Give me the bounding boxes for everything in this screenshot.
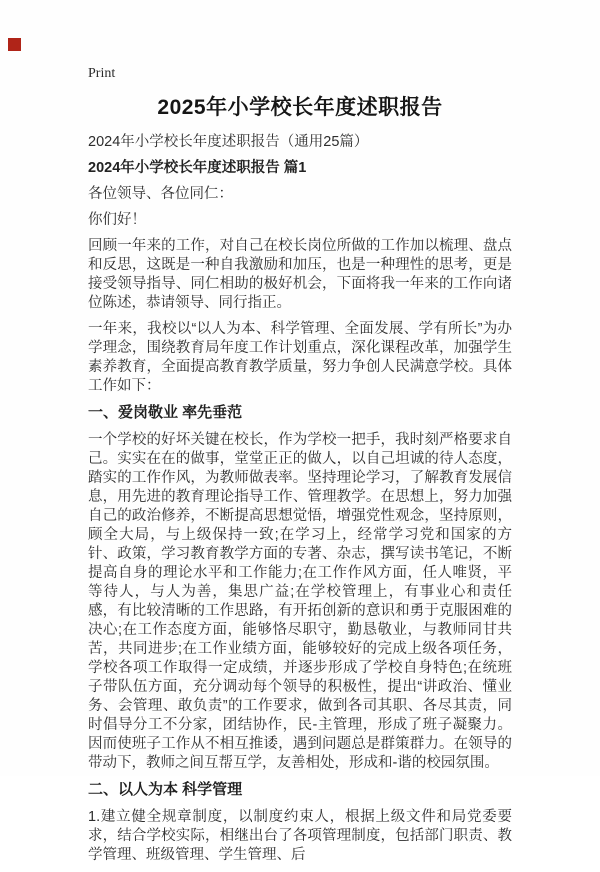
- section-1-heading: 一、爱岗敬业 率先垂范: [88, 404, 243, 421]
- document-content: [88, 94, 512, 872]
- overview-paragraph: 一年来，我校以“以人为本、科学管理、全面发展、学有所长”为办学理念，围绕教育局年度工作计划重点，深化课程改革，加强学生素养教育，全面提高教育教学质量，努力争创人民满意学校。具体工作如下：: [88, 321, 512, 394]
- salutation-line: 你们好！: [88, 212, 146, 228]
- section-2-body: 1.建立健全规章制度，以制度约束人，根据上级文件和局党委要求，结合学校实际，相继出台了各项管理制度，包括部门职责、教学管理、班级管理、学生管理、后: [88, 809, 512, 863]
- greeting-line: 各位领导、各位同仁：: [88, 186, 233, 202]
- part-heading: 2024年小学校长年度述职报告 篇1: [88, 160, 307, 176]
- page-title: 2025年小学校长年度述职报告: [157, 96, 443, 119]
- bookmark-icon: [8, 38, 21, 51]
- print-link[interactable]: Print: [88, 66, 116, 81]
- section-2-heading: 二、以人为本 科学管理: [88, 781, 243, 798]
- intro-paragraph: 回顾一年来的工作，对自己在校长岗位所做的工作加以梳理、盘点和反思，这既是一种自我激励和加压，也是一种理性的思考，更是接受领导指导、同仁相助的极好机会，下面将我一年来的工作向诸位陈述，恭请领导、同行指正。: [88, 238, 512, 311]
- subtitle: 2024年小学校长年度述职报告（通用25篇）: [88, 134, 369, 150]
- section-1-body: 一个学校的好坏关键在校长，作为学校一把手，我时刻严格要求自己。实实在在的做事，堂堂正正的做人，以自己坦诚的待人态度，踏实的工作作风，为教师做表率。坚持理论学习，了解教育发展信息，用先进的教育理论指导工作、管理教学。在思想上，努力加强自己的政治修养，不断提高思想觉悟，增强党性观念，坚持原则，顾全大局，与上级保持一致;在学习上，经常学习党和国家的方针、政策，学习教育教学方面的专著、杂志，撰写读书笔记，不断提高自身的理论水平和工作能力;在工作作风方面，任人唯贤，平等待人，与人为善，集思广益;在学校管理上，有事业心和责任感，有比较清晰的工作思路，有开拓创新的意识和勇于克服困难的决心;在工作态度方面，能够恪尽职守，勤恳敬业，与教师同甘共苦，共同进步;在工作业绩方面，能够较好的完成上级各项任务，学校各项工作取得一定成绩，并逐步形成了学校自身特色;在统班子带队伍方面，充分调动每个领导的积极性，提出“讲政治、懂业务、会管理、敢负责”的工作要求，做到各司其职、各尽其责，同时倡导分工不分家，团结协作，民-主管理，形成了班子凝聚力。因而使班子工作从不相互推诿，遇到问题总是群策群力。在领导的带动下，教师之间互帮互学，友善相处，形成和-谐的校园氛围。: [88, 432, 512, 771]
